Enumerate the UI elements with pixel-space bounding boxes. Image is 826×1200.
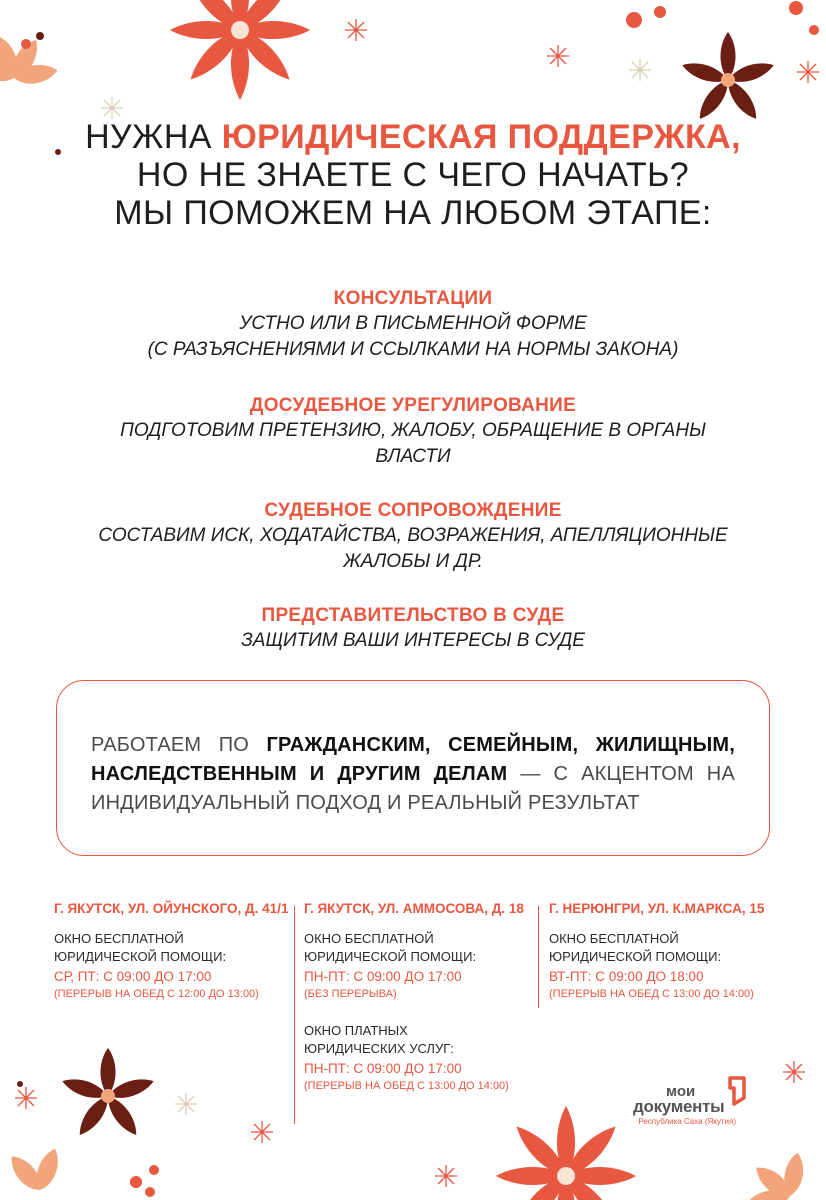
office-paid-note: (ПЕРЕРЫВ НА ОБЕД С 13:00 ДО 14:00): [304, 1080, 509, 1092]
office-address: Г. ЯКУТСК, УЛ. АММОСОВА, Д. 18: [304, 901, 524, 916]
peach-leaf-icon: [5, 1146, 64, 1196]
office-yakutsk-oyunskogo: [54, 900, 289, 1002]
office-service: ОКНО БЕСПЛАТНОЙ ЮРИДИЧЕСКОЙ ПОМОЩИ:: [304, 931, 477, 964]
office-hours: ПН-ПТ: С 09:00 ДО 17:00: [304, 969, 462, 984]
service-title: СУДЕБНОЕ СОПРОВОЖДЕНИЕ: [264, 500, 562, 521]
office-yakutsk-ammosova: [304, 900, 540, 1094]
logo-mark-icon: [724, 1076, 748, 1106]
office-note: (БЕЗ ПЕРЕРЫВА): [304, 988, 397, 1000]
page-headline: [0, 118, 826, 232]
office-hours: СР, ПТ: С 09:00 ДО 17:00: [54, 969, 212, 984]
headline-line-3: МЫ ПОМОЖЕМ НА ЛЮБОМ ЭТАПЕ:: [114, 194, 712, 232]
logo-region: Республика Саха (Якутия): [638, 1117, 736, 1126]
service-description: СОСТАВИМ ИСК, ХОДАТАЙСТВА, ВОЗРАЖЕНИЯ, АПЕЛЛЯЦИОННЫЕ ЖАЛОБЫ И ДР.: [98, 525, 728, 572]
service-description: ЗАЩИТИМ ВАШИ ИНТЕРЕСЫ В СУДЕ: [241, 630, 585, 651]
headline-accent: ЮРИДИЧЕСКАЯ ПОДДЕРЖКА,: [221, 118, 741, 156]
service-title: ПРЕДСТАВИТЕЛЬСТВО В СУДЕ: [261, 605, 565, 626]
moi-dokumenty-logo: [630, 1076, 750, 1146]
office-service: ОКНО БЕСПЛАТНОЙ ЮРИДИЧЕСКОЙ ПОМОЩИ:: [54, 931, 227, 964]
logo-word-2: документы: [633, 1097, 725, 1116]
service-court-support: [0, 499, 826, 575]
service-description: ПОДГОТОВИМ ПРЕТЕНЗИЮ, ЖАЛОБУ, ОБРАЩЕНИЕ В ОРГАНЫ ВЛАСТИ: [120, 420, 706, 467]
practice-areas-box: [56, 680, 770, 856]
headline-line-1: НУЖНА ЮРИДИЧЕСКАЯ ПОДДЕРЖКА,: [85, 118, 741, 156]
berry-icon: [21, 1, 819, 49]
divider: [538, 906, 539, 1008]
office-hours: ВТ-ПТ: С 09:00 ДО 18:00: [549, 969, 704, 984]
service-court-representation: [0, 604, 826, 654]
logo-word-1: мои: [666, 1083, 696, 1100]
office-note: (ПЕРЕРЫВ НА ОБЕД С 13:00 ДО 14:00): [549, 988, 754, 1000]
office-address: Г. НЕРЮНГРИ, УЛ. К.МАРКСА, 15: [549, 901, 765, 916]
practice-areas-text: РАБОТАЕМ ПО ГРАЖДАНСКИМ, СЕМЕЙНЫМ, ЖИЛИЩНЫМ, НАСЛЕДСТВЕННЫМ И ДРУГИМ ДЕЛАМ — С АКЦЕНТОМ НА ИНДИВИДУАЛЬНЫЙ ПОДХОД И РЕАЛЬНЫЙ РЕЗУЛЬТАТ: [91, 734, 735, 814]
service-description: УСТНО ИЛИ В ПИСЬМЕННОЙ ФОРМЕ (С РАЗЪЯСНЕНИЯМИ И ССЫЛКАМИ НА НОРМЫ ЗАКОНА): [147, 313, 679, 360]
office-paid-service: ОКНО ПЛАТНЫХ ЮРИДИЧЕСКИХ УСЛУГ:: [304, 1023, 454, 1056]
office-paid-hours: ПН-ПТ: С 09:00 ДО 17:00: [304, 1061, 462, 1076]
red-poinsettia-icon: [170, 0, 310, 100]
red-poinsettia-icon: [496, 1106, 636, 1200]
office-note: (ПЕРЕРЫВ НА ОБЕД С 12:00 ДО 13:00): [54, 988, 259, 1000]
dark-flower-icon: [680, 32, 776, 123]
divider: [294, 906, 295, 1124]
office-neryungri: [549, 900, 774, 1002]
service-title: ДОСУДЕБНОЕ УРЕГУЛИРОВАНИЕ: [249, 395, 577, 416]
service-title: КОНСУЛЬТАЦИИ: [333, 288, 493, 309]
office-service: ОКНО БЕСПЛАТНОЙ ЮРИДИЧЕСКОЙ ПОМОЩИ:: [549, 931, 722, 964]
headline-line-2: НО НЕ ЗНАЕТЕ С ЧЕГО НАЧАТЬ?: [136, 156, 690, 194]
office-address: Г. ЯКУТСК, УЛ. ОЙУНСКОГО, Д. 41/1: [54, 901, 289, 916]
service-pretrial: [0, 394, 826, 470]
peach-leaf-icon: [745, 1151, 806, 1200]
service-consultations: [0, 287, 826, 363]
